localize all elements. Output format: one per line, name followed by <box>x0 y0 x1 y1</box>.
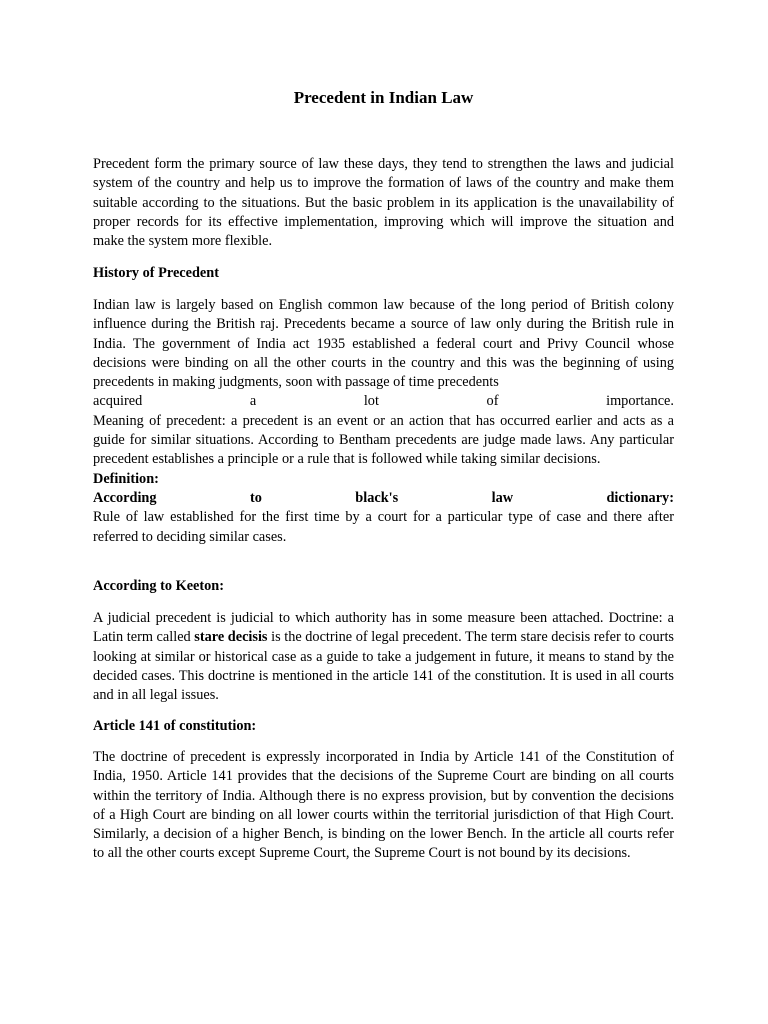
spread-word: law <box>491 489 514 506</box>
keeton-text-start: A judicial precedent is judicial to which authority has in some measure been attached. Doctrine: a Latin term called <box>93 610 674 646</box>
history-heading: History of Precedent <box>93 265 219 281</box>
keeton-text-end: is the doctrine of legal precedent. The term stare decisis refer to courts looking at similar or historical case as a guide to take a judgement in future, it means to stand by the decided cases. This doctrine is mentioned in the article 141 of the constitution. It is used in all courts and in all legal issues. <box>93 629 674 704</box>
article-heading: Article 141 of constitution: <box>93 718 257 734</box>
history-spread-line <box>93 392 674 411</box>
spread-word: a <box>249 393 257 410</box>
blacks-spread-line <box>93 489 674 508</box>
article-paragraph: The doctrine of precedent is expressly incorporated in India by Article 141 of the Constitution of India, 1950. Article 141 provides that the decisions of the Supreme Court are binding on all courts within the territory of India. Although there is no express provision, but by convention the decisions of a High Court are binding on all lower courts within the territorial jurisdiction of that High Court. Similarly, a decision of a higher Bench, is binding on the lower Bench. In the article all courts refer to all the other courts except Supreme Court, the Supreme Court is not bound by its decisions. <box>93 749 674 862</box>
spread-word: acquired <box>93 393 143 410</box>
definition-heading: Definition: <box>93 470 159 487</box>
spread-word: importance. <box>606 393 674 410</box>
blacks-definition-paragraph: Rule of law established for the first time by a court for a particular type of case and there after referred to deciding similar cases. <box>93 509 674 545</box>
intro-paragraph: Precedent form the primary source of law these days, they tend to strengthen the laws and judicial system of the country and help us to improve the formation of laws of the country and make them suitable according to the situations. But the basic problem in its application is the unavailability of proper records for its effective implementation, improving which will improve the situation and make the system more flexible. <box>93 156 674 250</box>
spread-word: of <box>486 393 499 410</box>
keeton-paragraph <box>93 609 674 705</box>
meaning-paragraph: Meaning of precedent: a precedent is an event or an action that has occurred earlier and acts as a guide for similar situations. According to Bentham precedents are judge made laws. Any particular precedent establishes a principle or a rule that is followed while taking similar decisions. <box>93 412 674 468</box>
spread-word: to <box>249 489 262 506</box>
history-paragraph: Indian law is largely based on English common law because of the long period of British colony influence during the British raj. Precedents became a source of law only during the British rule in India. The government of India act 1935 established a federal court and Privy Council whose decisions were binding on all the other courts in the country and this was the beginning of using precedents in making judgments, soon with passage of time precedents <box>93 297 674 391</box>
history-section <box>93 296 674 547</box>
page-title: Precedent in Indian Law <box>293 88 474 107</box>
stare-decisis-term: stare decisis <box>194 629 268 646</box>
spread-word: black's <box>355 489 399 506</box>
spread-word: lot <box>363 393 379 410</box>
spread-word: dictionary: <box>606 489 674 506</box>
keeton-heading: According to Keeton: <box>93 578 225 594</box>
spread-word: According <box>93 489 157 506</box>
